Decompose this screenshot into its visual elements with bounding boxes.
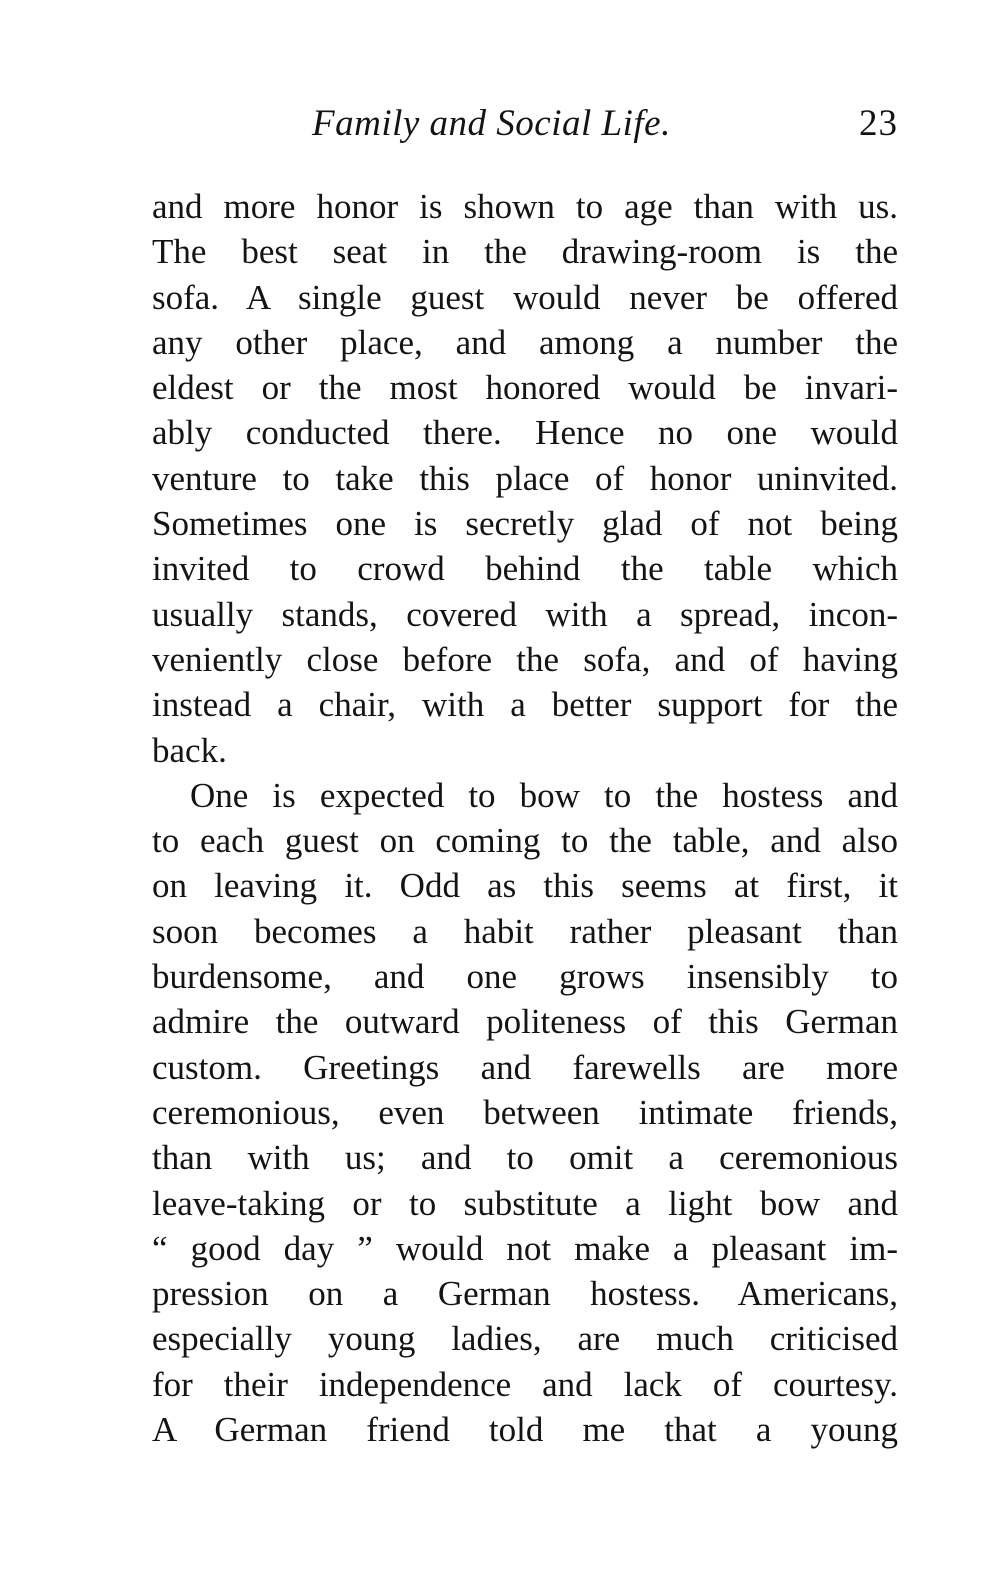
text-line: “ good day ” would not make a pleasant im- — [152, 1228, 898, 1268]
text-line: to each guest on coming to the table, and also — [152, 821, 898, 861]
text-line: burdensome, and one grows insensibly to — [152, 957, 898, 997]
text-line: for their independence and lack of courtesy. — [152, 1364, 898, 1404]
text-line: and more honor is shown to age than with us. — [152, 187, 898, 226]
text-line: especially young ladies, are much criticised — [152, 1319, 898, 1359]
running-head — [152, 98, 898, 150]
text-line: sofa. A single guest would never be offered — [152, 277, 898, 317]
text-line: soon becomes a habit rather pleasant than — [152, 911, 898, 951]
paragraph-end-line: back. — [152, 730, 227, 770]
text-line: invited to crowd behind the table which — [152, 549, 898, 589]
text-line: A German friend told me that a young — [152, 1410, 898, 1450]
text-line: ceremonious, even between intimate friends, — [152, 1092, 898, 1132]
text-line: on leaving it. Odd as this seems at first, it — [152, 866, 898, 906]
text-line: veniently close before the sofa, and of having — [152, 639, 898, 679]
text-line: leave-taking or to substitute a light bow and — [152, 1183, 898, 1223]
text-line: ably conducted there. Hence no one would — [152, 413, 898, 453]
paragraph-start-line: One is expected to bow to the hostess and — [190, 775, 898, 815]
text-line: The best seat in the drawing-room is the — [152, 232, 898, 272]
body-text — [152, 184, 898, 1452]
text-line: eldest or the most honored would be invari- — [152, 368, 898, 408]
text-line: instead a chair, with a better support for the — [152, 685, 898, 725]
text-line: Sometimes one is secretly glad of not being — [152, 504, 898, 544]
text-line: usually stands, covered with a spread, incon- — [152, 594, 898, 634]
text-line: pression on a German hostess. Americans, — [152, 1274, 898, 1314]
text-line: venture to take this place of honor uninvited. — [152, 458, 898, 498]
text-line: admire the outward politeness of this German — [152, 1002, 898, 1042]
text-line: any other place, and among a number the — [152, 322, 898, 362]
page-number: 23 — [859, 103, 898, 144]
running-title: Family and Social Life. — [312, 103, 671, 144]
text-line: than with us; and to omit a ceremonious — [152, 1138, 898, 1178]
text-line: custom. Greetings and farewells are more — [152, 1047, 898, 1087]
